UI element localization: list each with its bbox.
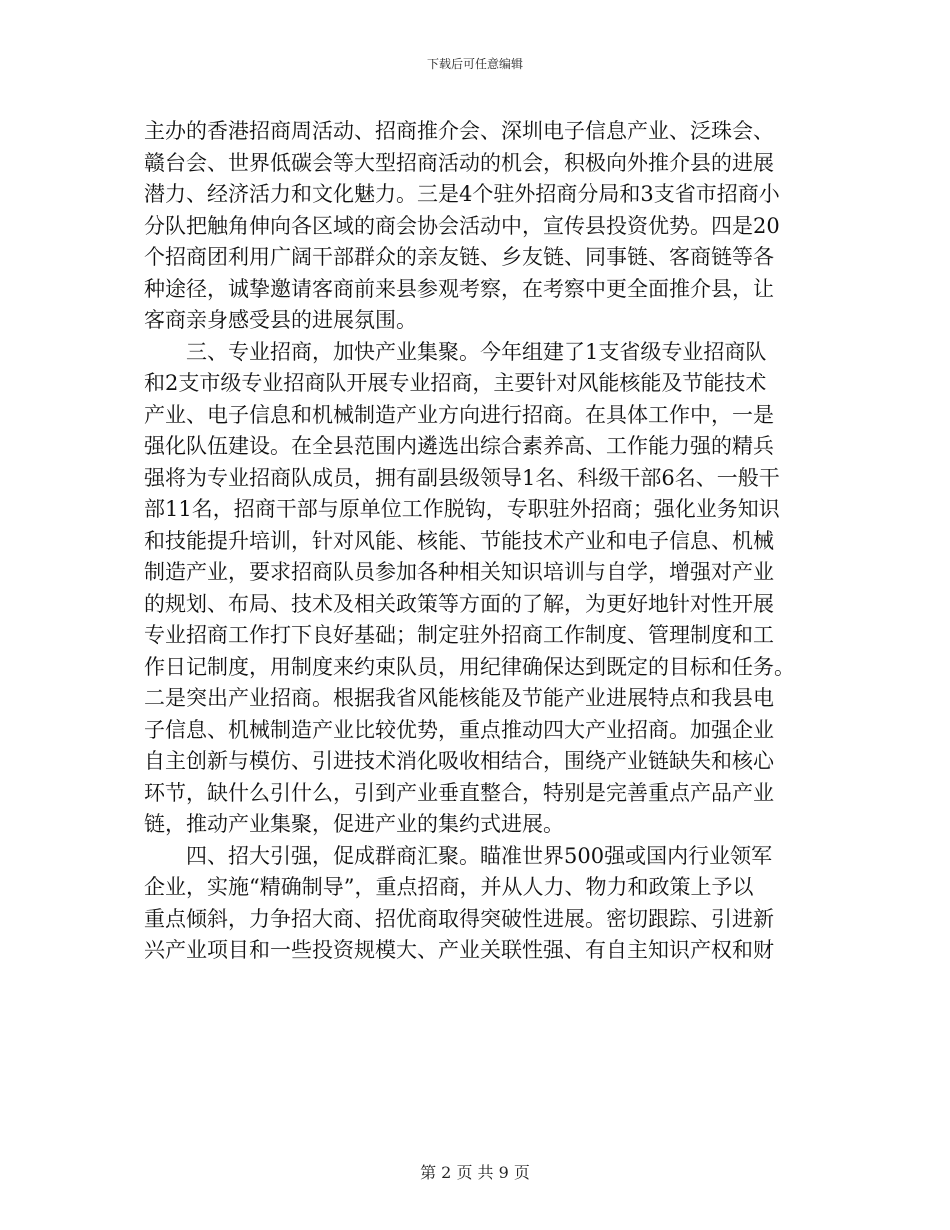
text-line: 企业，实施“精确制导”，重点招商，并从人力、物力和政策上予以 xyxy=(144,875,754,899)
text-line: 二是突出产业招商。根据我省风能核能及节能产业进展特点和我县电 xyxy=(144,686,774,710)
text-line: 部11名，招商干部与原单位工作脱钩，专职驻外招商；强化业务知识 xyxy=(144,497,780,521)
text-line: 潜力、经济活力和文化魅力。三是4个驻外招商分局和3支省市招商小 xyxy=(144,182,780,206)
text-line: 客商亲身感受县的进展氛围。 xyxy=(144,308,417,332)
text-line: 种途径，诚挚邀请客商前来县参观考察，在考察中更全面推介县，让 xyxy=(144,276,774,301)
text-line: 产业、电子信息和机械制造产业方向进行招商。在具体工作中，一是 xyxy=(144,402,774,427)
text-line: 分队把触角伸向各区域的商会协会活动中，宣传县投资优势。四是20 xyxy=(144,213,780,238)
text-line: 环节，缺什么引什么，引到产业垂直整合，特别是完善重点产品产业 xyxy=(144,780,774,805)
text-line: 和2支市级专业招商队开展专业招商，主要针对风能核能及节能技术 xyxy=(144,371,767,395)
text-line: 链，推动产业集聚，促进产业的集约式进展。 xyxy=(144,812,564,836)
text-line: 专业招商工作打下良好基础；制定驻外招商工作制度、管理制度和工 xyxy=(144,623,774,647)
text-line: 强化队伍建设。在全县范围内遴选出综合素养高、工作能力强的精兵 xyxy=(144,434,774,458)
text-line: 四、招大引强，促成群商汇聚。瞄准世界500强或国内行业领军 xyxy=(186,843,773,868)
text-line: 三、专业招商，加快产业集聚。今年组建了1支省级专业招商队 xyxy=(186,339,767,364)
text-line: 自主创新与模仿、引进技术消化吸收相结合，围绕产业链缺失和核心 xyxy=(144,749,774,773)
body-text xyxy=(144,116,806,967)
text-line: 个招商团利用广阔干部群众的亲友链、乡友链、同事链、客商链等各 xyxy=(144,245,774,269)
text-line: 重点倾斜，力争招大商、招优商取得突破性进展。密切跟踪、引进新 xyxy=(144,906,774,931)
page-number: 第 2 页 共 9 页 xyxy=(420,1163,530,1182)
text-line: 主办的香港招商周活动、招商推介会、深圳电子信息产业、泛珠会、 xyxy=(144,119,774,143)
text-line: 强将为专业招商队成员，拥有副县级领导1名、科级干部6名、一般干 xyxy=(144,465,780,490)
text-line: 赣台会、世界低碳会等大型招商活动的机会，积极向外推介县的进展 xyxy=(144,150,774,175)
text-line: 兴产业项目和一些投资规模大、产业关联性强、有自主知识产权和财 xyxy=(144,938,774,962)
text-line: 子信息、机械制造产业比较优势，重点推动四大产业招商。加强企业 xyxy=(144,717,774,742)
text-line: 的规划、布局、技术及相关政策等方面的了解，为更好地针对性开展 xyxy=(144,591,774,616)
text-line: 制造产业，要求招商队员参加各种相关知识培训与自学，增强对产业 xyxy=(144,560,774,584)
text-line: 和技能提升培训，针对风能、核能、节能技术产业和电子信息、机械 xyxy=(144,528,774,553)
text-line: 作日记制度，用制度来约束队员，用纪律确保达到既定的目标和任务。 xyxy=(144,654,795,679)
header-note: 下载后可任意编辑 xyxy=(426,57,523,71)
